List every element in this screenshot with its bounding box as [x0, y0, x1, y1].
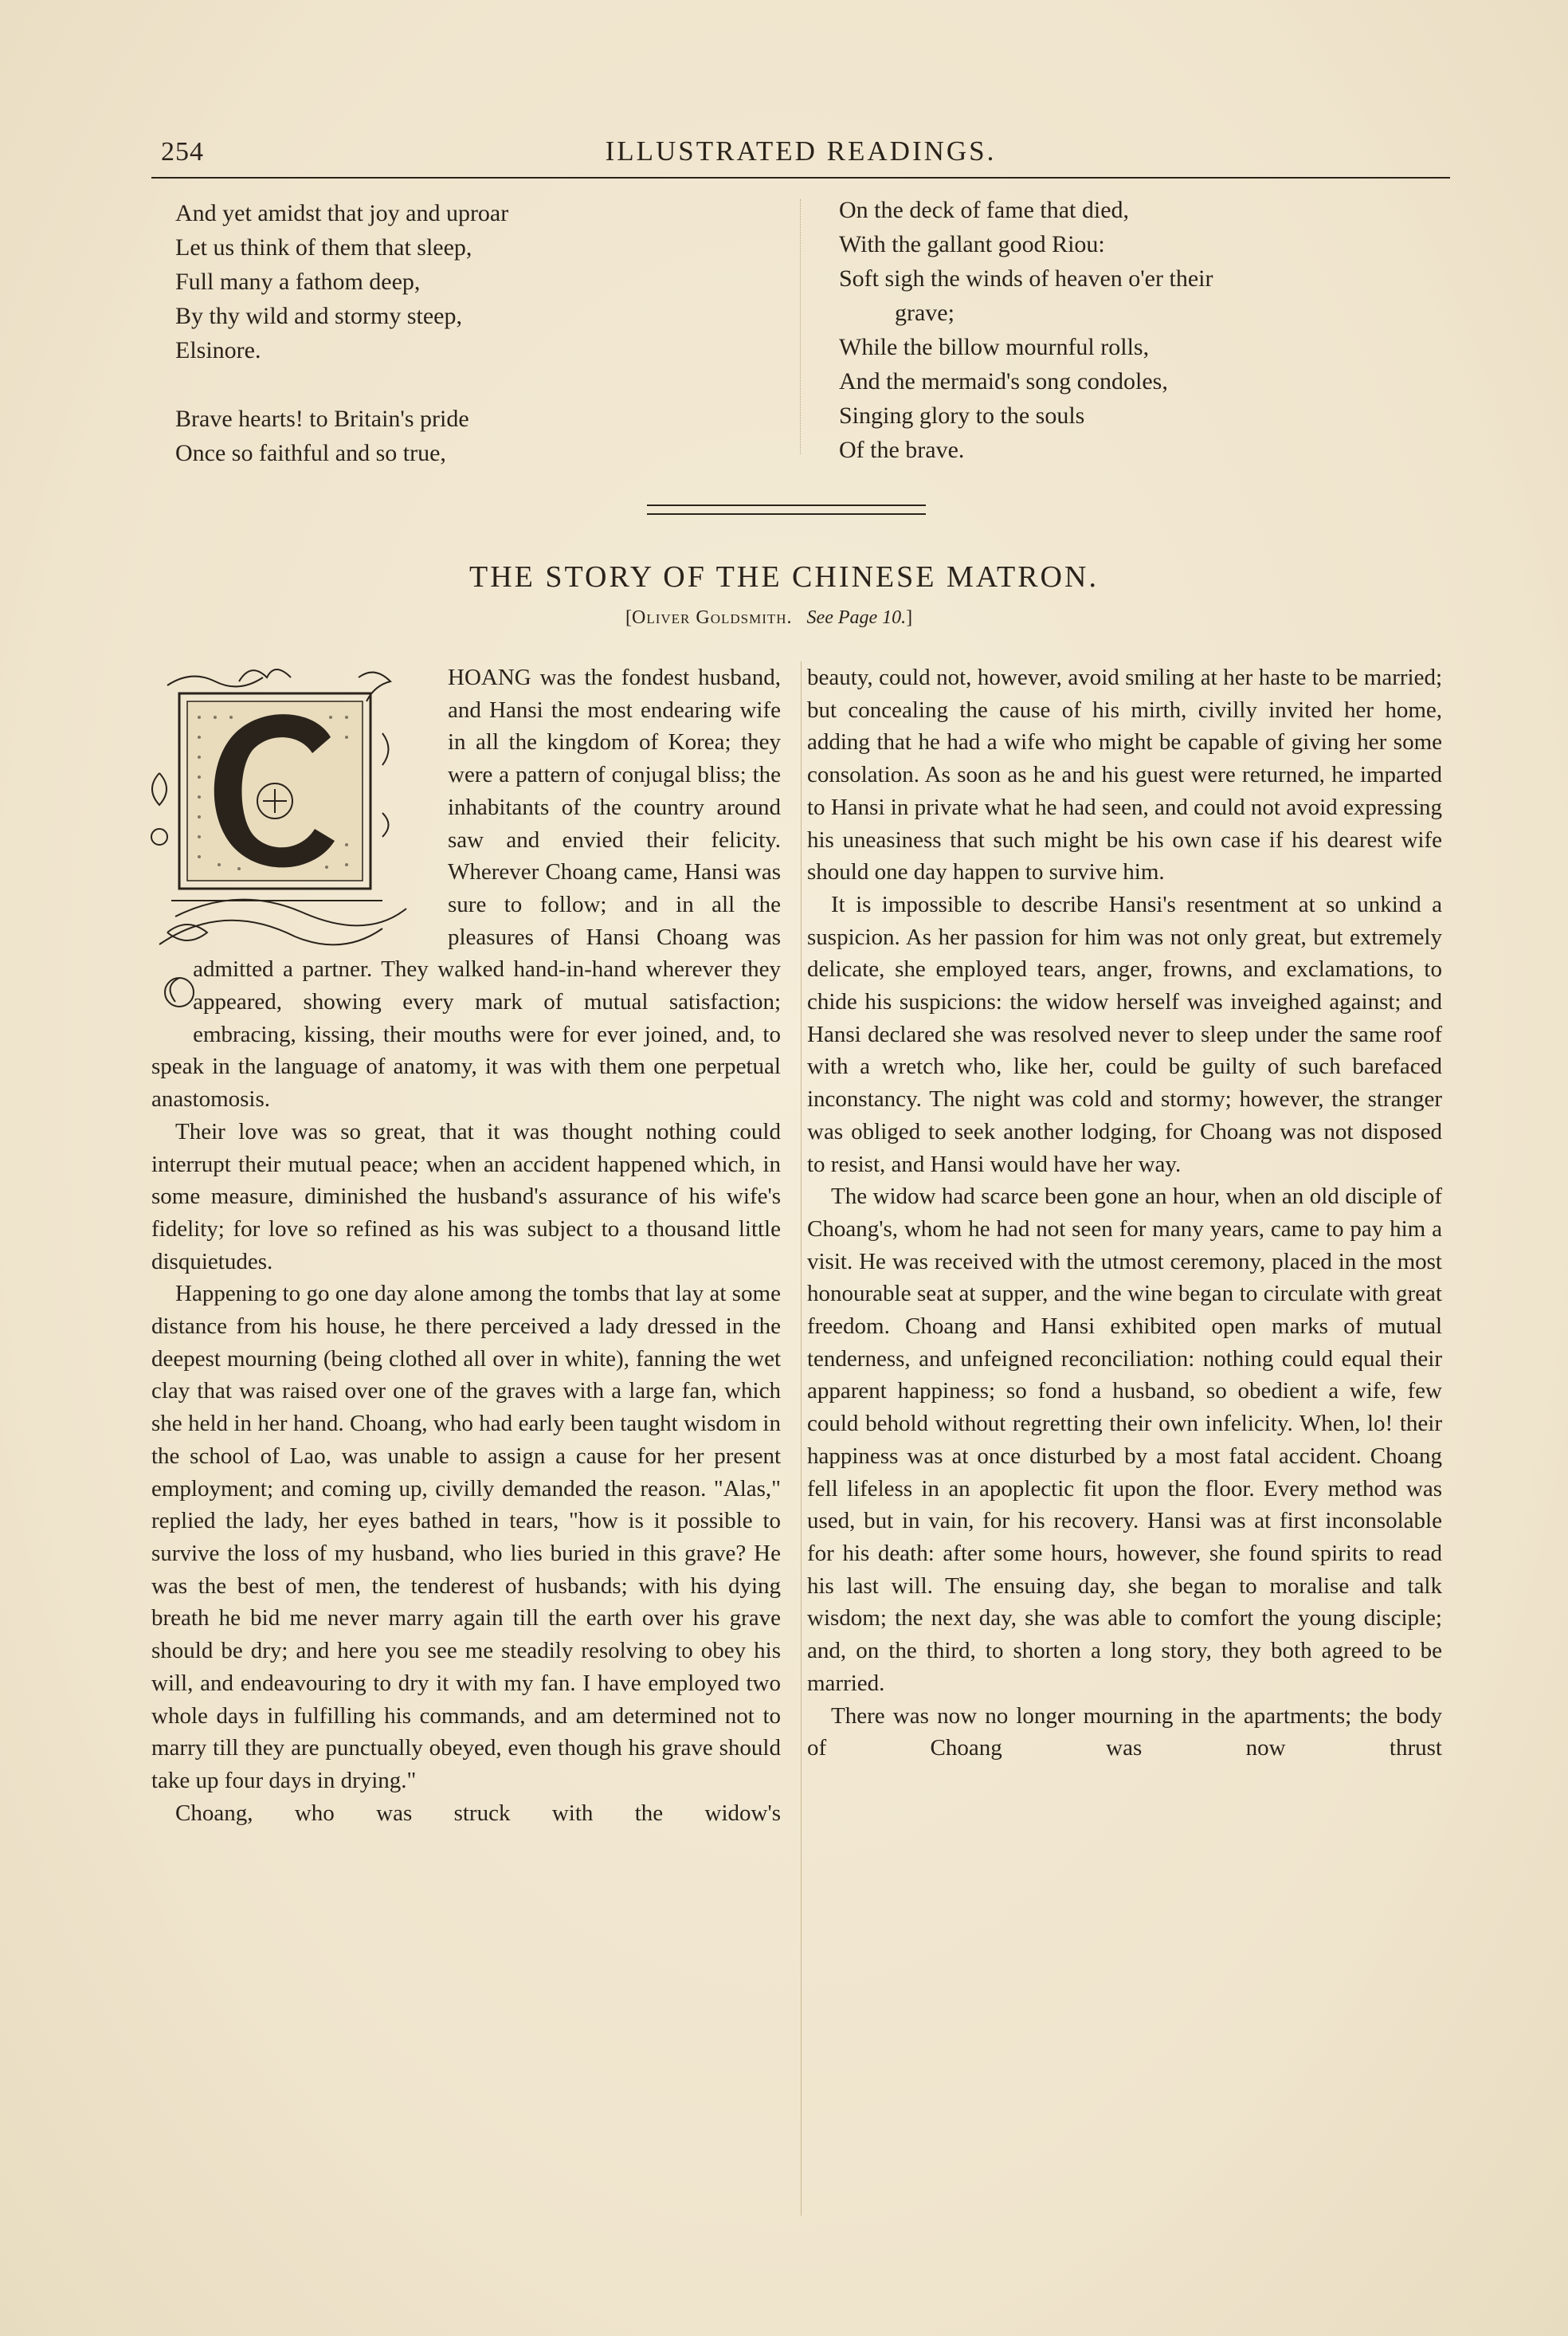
- poem-line: Full many a fathom deep,: [175, 269, 421, 295]
- poem-line: Brave hearts! to Britain's pride: [175, 406, 469, 432]
- story-right-column: [807, 662, 1442, 1765]
- poem-line: Once so faithful and so true,: [175, 440, 446, 466]
- poem-line: And the mermaid's song condoles,: [839, 368, 1168, 395]
- poem-line: Elsinore.: [175, 337, 261, 363]
- bracket-open: [: [625, 607, 632, 628]
- story-left-column: [151, 662, 781, 1829]
- text-column-divider: [801, 662, 802, 2216]
- running-head: ILLUSTRATED READINGS.: [605, 135, 997, 167]
- story-paragraph: Choang, who was struck with the widow's: [175, 1800, 781, 1826]
- story-paragraph: HOANG was the fondest husband, and Hansi the most endearing wife in all the kingdom of Korea; they were a pattern of conjugal bliss; the inhabitants of the country around saw and envied their felicity. Wherever Choang came, Hansi was sure to follow; and in all the pleasures of Hansi Choang was admitted a partner. They walked hand-in-hand wherever they appeared, showing every mark of mutual satisfaction; embracing, kissing, their mouths were for ever joined, and, to speak in the language of anatomy, it was with them one perpetual anastomosis.: [151, 665, 781, 1113]
- story-paragraph: There was now no longer mourning in the apartments; the body of Choang was now thrust: [807, 1702, 1442, 1761]
- story-paragraph: The widow had scarce been gone an hour, when an old disciple of Choang's, whom he had not seen for many years, came to pay him a visit. He was received with the utmost ceremony, placed in the most honourable seat at supper, and the wine began to circulate with great freedom. Choang and Hansi exhibited open marks of mutual tenderness, and unfeigned reconciliation: nothing could equal their apparent happiness; so fond a husband, so obedient a wife, few could behold without regretting their own infelicity. When, lo! their happiness was at once disturbed by a most fatal accident. Choang fell lifeless in an apoplectic fit upon the floor. Every method was used, but in vain, for his recovery. Hansi was at first inconsolable for his death: after some hours, however, she found spirits to read his last will. The ensuing day, she began to moralise and talk wisdom; the next day, she was able to comfort the young disciple; and, on the third, to shorten a long story, they both agreed to be married.: [807, 1184, 1442, 1696]
- story-paragraph: beauty, could not, however, avoid smiling at her haste to be married; but concealing the cause of his mirth, civilly invited her home, adding that he had a wife who might be capable of giving her some consolation. As soon as he and his guest were returned, he imparted to Hansi in private what he had seen, and could not avoid expressing his uneasiness that such might be his own case if his dearest wife should one day happen to survive him.: [807, 665, 1442, 885]
- poem-line: Singing glory to the souls: [839, 402, 1085, 429]
- story-attribution: [625, 607, 912, 629]
- poem-line: By thy wild and stormy steep,: [175, 303, 462, 329]
- header-rule: [151, 177, 1450, 179]
- poem-line: And yet amidst that joy and uproar: [175, 200, 509, 226]
- story-title: THE STORY OF THE CHINESE MATRON.: [469, 560, 1099, 594]
- poem-line: On the deck of fame that died,: [839, 197, 1130, 223]
- poem-line: Let us think of them that sleep,: [175, 234, 472, 261]
- poem-right-column: [839, 193, 1213, 467]
- poem-column-divider: [800, 199, 801, 454]
- poem-line: Of the brave.: [839, 437, 965, 463]
- author-name: Oliver Goldsmith.: [632, 607, 793, 628]
- poem-line: Soft sigh the winds of heaven o'er their: [839, 265, 1213, 292]
- story-paragraph: It is impossible to describe Hansi's resentment at so unkind a suspicion. As her passion for him was not only great, but extremely delicate, she employed tears, anger, frowns, and exclamations, to chide his suspicions: the widow herself was inveighed against; and Hansi declared she was resolved never to sleep under the same roof with a wretch who, like her, could be guilty of such barefaced inconstancy. The night was cold and stormy; however, the stranger was obliged to seek another lodging, for Choang was not disposed to resist, and Hansi would have her way.: [807, 891, 1442, 1177]
- stanza-break: [175, 367, 508, 402]
- page-header: [151, 134, 1450, 174]
- bracket-close: ]: [906, 607, 913, 628]
- poem-line: With the gallant good Riou:: [839, 231, 1105, 257]
- section-double-rule: [647, 504, 926, 515]
- poem-left-column: [175, 196, 508, 470]
- story-paragraph: Their love was so great, that it was thought nothing could interrupt their mutual peace; when an accident happened which, in some measure, diminished the husband's assurance of his wife's fidelity; for love so refined as his was subject to a thousand little disquietudes.: [151, 1118, 781, 1274]
- poem-line: grave;: [895, 300, 955, 326]
- page-number: 254: [161, 137, 204, 167]
- story-paragraph: Happening to go one day alone among the tombs that lay at some distance from his house, he there perceived a lady dressed in the deepest mourning (being clothed all over in white), fanning the wet clay that was raised over one of the graves with a large fan, which she held in her hand. Choang, who had early been taught wisdom in the school of Lao, was unable to assign a cause for her present employment; and coming up, civilly demanded the reason. "Alas," replied the lady, her eyes bathed in tears, "how is it possible to survive the loss of my husband, who lies buried in this grave? He was the best of men, the tenderest of husbands; with his dying breath he bid me never marry again till the earth over his grave should be dry; and here you see me steadily resolving to obey his will, and endeavouring to dry it with my fan. I have employed two whole days in fulfilling his commands, and am determined not to marry till they are punctually obeyed, even though his grave should take up four days in drying.": [151, 1281, 781, 1793]
- poem-line: While the billow mournful rolls,: [839, 334, 1150, 360]
- page-reference: See Page 10.: [806, 607, 907, 628]
